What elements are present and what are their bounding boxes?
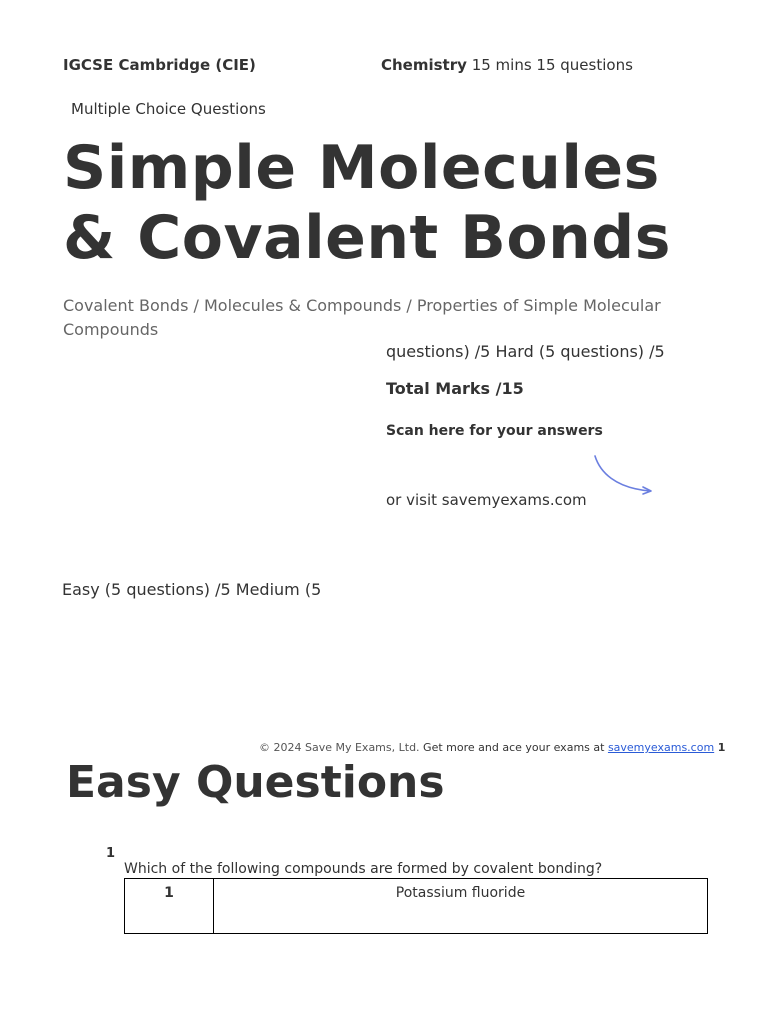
total-marks: Total Marks /15 <box>386 379 524 398</box>
copyright-text: © 2024 Save My Exams, Ltd. <box>259 741 420 754</box>
promo-text: Get more and ace your exams at <box>423 741 605 754</box>
marks-breakdown-right: questions) /5 Hard (5 questions) /5 <box>386 342 665 361</box>
marks-breakdown-left: Easy (5 questions) /5 Medium (5 <box>62 580 322 599</box>
page-footer <box>259 741 725 754</box>
duration-count: 15 mins 15 questions <box>471 56 633 74</box>
subject-meta <box>381 56 633 74</box>
exam-board: IGCSE Cambridge (CIE) <box>63 56 256 74</box>
page-number: 1 <box>717 741 726 754</box>
subject-label: Chemistry <box>381 56 467 74</box>
section-heading: Easy Questions <box>66 757 445 808</box>
savemyexams-link[interactable]: savemyexams.com <box>607 741 715 754</box>
scan-answers-label: Scan here for your answers <box>386 423 603 439</box>
page-title <box>63 133 703 273</box>
title-line-1: Simple Molecules <box>63 133 660 203</box>
option-key: 1 <box>125 879 214 934</box>
visit-website-text: or visit savemyexams.com <box>386 491 587 509</box>
answer-options-table <box>124 878 708 934</box>
question-number: 1 <box>106 846 116 861</box>
curved-arrow-icon <box>590 452 656 498</box>
question-type: Multiple Choice Questions <box>71 100 266 118</box>
question-text: Which of the following compounds are formed by covalent bonding? <box>124 861 603 877</box>
title-line-2: & Covalent Bonds <box>63 203 671 273</box>
answer-option-row <box>125 879 708 934</box>
topic-breadcrumb: Covalent Bonds / Molecules & Compounds / Properties of Simple Molecular Compounds <box>63 296 661 339</box>
option-text: Potassium fluoride <box>214 879 708 934</box>
